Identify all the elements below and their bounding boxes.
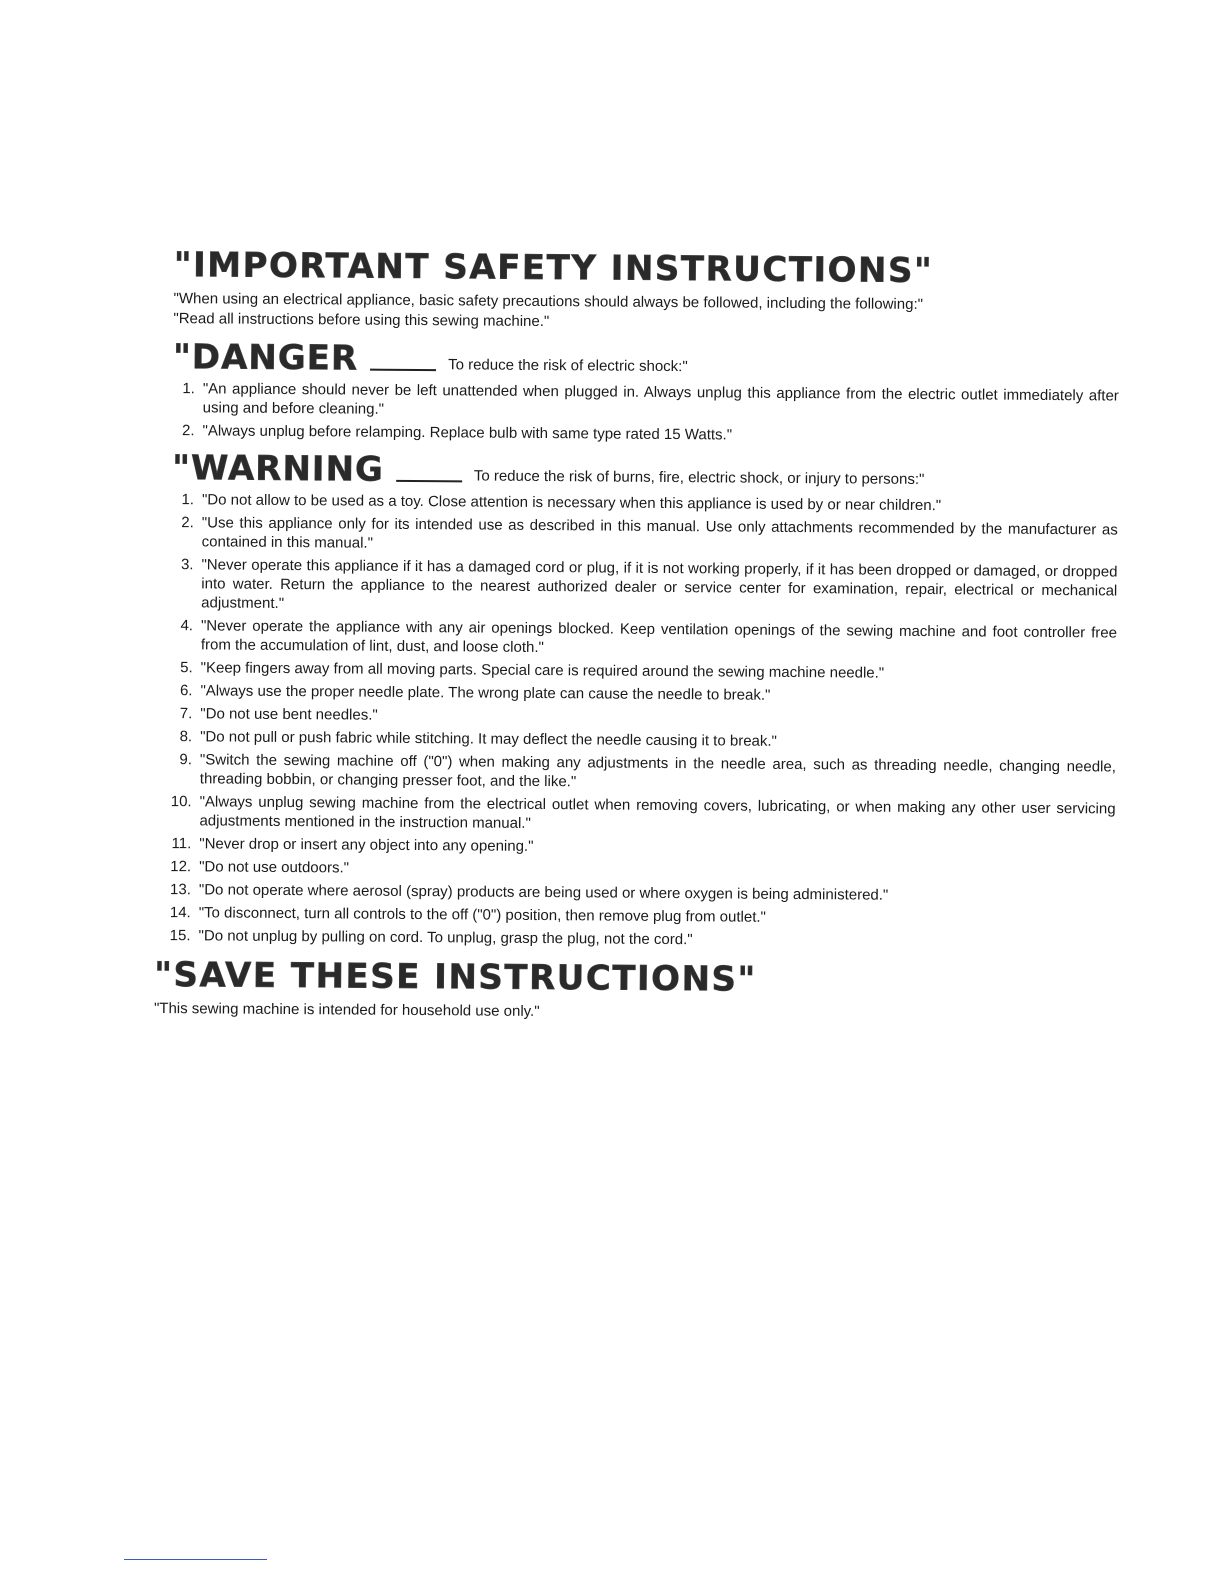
item-number: 4. [180, 617, 194, 635]
item-text: "Do not use bent needles." [200, 705, 378, 724]
item-text: "Do not unplug by pulling on cord. To unplug, grasp the plug, not the cord." [198, 927, 693, 949]
warning-dash [396, 480, 462, 483]
danger-heading: "DANGER [172, 337, 359, 379]
danger-text: To reduce the risk of electric shock:" [448, 356, 688, 376]
footer-rule [124, 1559, 267, 1560]
item-text: "To disconnect, turn all controls to the off ("0") position, then remove plug from outlet." [198, 904, 766, 926]
list-item [156, 727, 1116, 754]
item-number: 13. [170, 881, 192, 899]
item-number: 6. [179, 682, 193, 700]
household-use-note: "This sewing machine is intended for household use only." [153, 999, 540, 1021]
list-item [157, 555, 1117, 620]
intro-line-2: "Read all instructions before using this sewing machine." [173, 310, 550, 331]
item-number: 1. [181, 491, 195, 509]
list-item [158, 490, 1118, 517]
item-number: 9. [179, 751, 193, 769]
item-text: "Never operate this appliance if it has a damaged cord or plug, if it is not working properly, if it has been dropped or damaged, or dropped into water. Return the appliance to the nearest authorized dealer or service center for examination, repair, electrical or mechanical adjustment." [201, 556, 1118, 612]
save-instructions-heading: "SAVE THESE INSTRUCTIONS" [154, 954, 757, 1000]
item-text: "An appliance should never be left unattended when plugged in. Always unplug this appliance from the electric outlet immediately after using and before cleaning." [202, 380, 1119, 418]
safety-instructions [154, 245, 1120, 1027]
item-number: 10. [170, 793, 192, 811]
warning-heading-row [172, 450, 1118, 493]
item-text: "Always unplug sewing machine from the electrical outlet when removing covers, lubricating, or when making any other user servicing adjustments mentioned in the instruction manual." [199, 793, 1116, 832]
list-item [155, 903, 1115, 930]
item-text: "Do not pull or push fabric while stitching. It may deflect the needle causing it to break." [200, 728, 777, 750]
item-number: 3. [180, 556, 194, 574]
list-item [155, 792, 1115, 838]
item-text: "Do not use outdoors." [199, 858, 350, 877]
item-text: "Always unplug before relamping. Replace bulb with same type rated 15 Watts." [202, 422, 733, 444]
list-item [156, 750, 1116, 796]
item-number: 2. [181, 422, 195, 440]
item-text: "Never operate the appliance with any air openings blocked. Keep ventilation openings of the sewing machine and foot controller free from the accumulation of lint, dust, and loose cloth." [200, 617, 1118, 657]
item-text: "Do not operate where aerosol (spray) products are being used or where oxygen is being administered." [198, 881, 889, 904]
item-number: 1. [182, 380, 195, 398]
item-text: "Switch the sewing machine off ("0") when making any adjustments in the needle area, such as threading needle, changing needle, threading bobbin, or changing presser foot, and the like." [199, 751, 1116, 791]
item-number: 14. [169, 904, 191, 922]
item-number: 15. [169, 927, 191, 945]
danger-dash [370, 369, 436, 372]
list-item [155, 880, 1115, 907]
item-number: 11. [171, 835, 192, 853]
page-title: "IMPORTANT SAFETY INSTRUCTIONS" [173, 245, 934, 292]
item-number: 2. [181, 514, 194, 532]
warning-list [155, 490, 1119, 953]
item-text: "Use this appliance only for its intended use as described in this manual. Use only attachments recommended by the manufacturer as contained in this manual." [201, 514, 1118, 552]
list-item [157, 616, 1117, 662]
intro-line-1: "When using an electrical appliance, basic safety precautions should always be followed, including the following:" [173, 290, 924, 313]
warning-heading: "WARNING [172, 448, 385, 490]
list-item [155, 834, 1115, 861]
item-text: "Do not allow to be used as a toy. Close attention is necessary when this appliance is used by or near children." [201, 491, 942, 515]
list-item [159, 379, 1119, 425]
danger-list [158, 379, 1118, 448]
list-item [155, 857, 1115, 884]
list-item [157, 658, 1117, 685]
item-text: "Always use the proper needle plate. The wrong plate can cause the needle to break." [200, 682, 771, 704]
list-item [156, 704, 1116, 731]
item-number: 8. [179, 728, 193, 746]
list-item [158, 513, 1118, 559]
list-item [156, 681, 1116, 708]
list-item [155, 926, 1115, 953]
item-number: 7. [179, 705, 193, 723]
warning-text: To reduce the risk of burns, fire, electric shock, or injury to persons:" [473, 467, 925, 489]
danger-heading-row [173, 339, 1119, 382]
item-text: "Keep fingers away from all moving parts. Special care is required around the sewing machine needle." [200, 659, 885, 682]
item-number: 12. [170, 858, 192, 876]
item-text: "Never drop or insert any object into any opening." [199, 835, 534, 855]
item-number: 5. [180, 659, 193, 677]
list-item [158, 421, 1118, 448]
